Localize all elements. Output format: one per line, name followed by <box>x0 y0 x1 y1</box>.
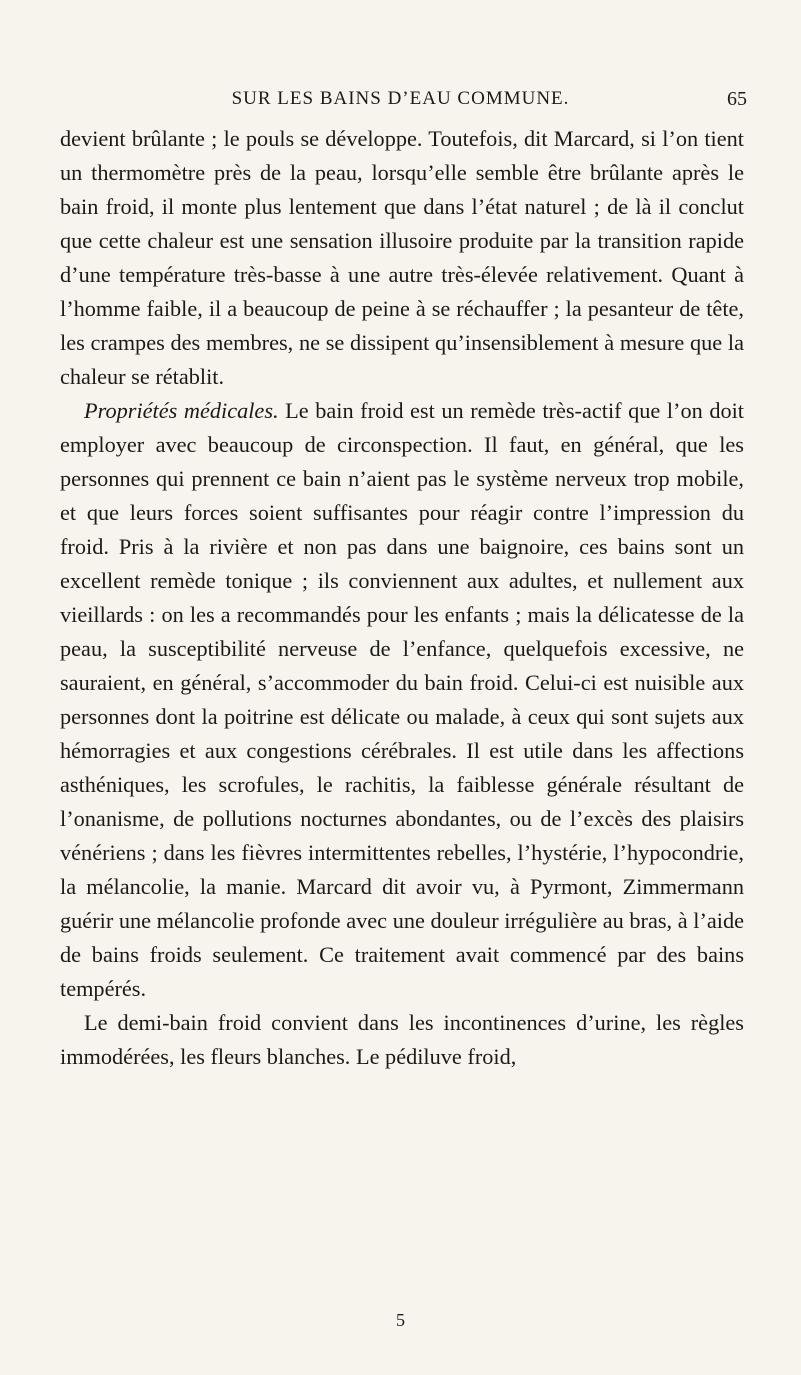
section-lead-italic: Propriétés médicales. <box>84 398 279 423</box>
paragraph-2-text: Le bain froid est un remède très-actif que l’on doit employer avec beaucoup de circonspection. Il faut, en général, que les personnes qui prennent ce bain n’aient pas le système nerveux trop mobile, et que leurs forces soient suffisantes pour réagir contre l’impression du froid. Pris à la rivière et non pas dans une baignoire, ces bains sont un excellent remède tonique ; ils conviennent aux adultes, et nullement aux vieillards : on les a recommandés pour les enfants ; mais la délicatesse de la peau, la susceptibilité nerveuse de l’enfance, quelquefois excessive, ne sauraient, en général, s’accommoder du bain froid. Celui-ci est nuisible aux personnes dont la poitrine est délicate ou malade, à ceux qui sont sujets aux hémorragies et aux congestions cérébrales. Il est utile dans les affections asthéniques, les scrofules, le rachitis, la faiblesse générale résultant de l’onanisme, de pollutions nocturnes abondantes, ou de l’excès des plaisirs vénériens ; dans les fièvres intermittentes rebelles, l’hystérie, l’hypocondrie, la mélancolie, la manie. Marcard dit avoir vu, à Pyrmont, Zimmermann guérir une mélancolie profonde avec une douleur irrégulière au bras, à l’aide de bains froids seulement. Ce traitement avait commencé par des bains tempérés. <box>60 398 745 1001</box>
paragraph-3 <box>60 1006 744 1074</box>
page-header <box>0 88 801 118</box>
paragraph-3-text: Le demi-bain froid convient dans les incontinences d’urine, les règles immodérées, les fleurs blanches. Le pédiluve froid, <box>60 1010 744 1069</box>
printer-signature-mark: 5 <box>396 1310 405 1330</box>
running-title: SUR LES BAINS D’EAU COMMUNE. <box>231 88 570 109</box>
paragraph-2 <box>60 394 744 1006</box>
page-number: 65 <box>727 88 747 110</box>
paragraph-1 <box>60 122 744 394</box>
body-text <box>60 122 744 1074</box>
paragraph-1-text: devient brûlante ; le pouls se développe. Toutefois, dit Marcard, si l’on tient un thermomètre près de la peau, lorsqu’elle semble être brûlante après le bain froid, il monte plus lentement que dans l’état naturel ; de là il conclut que cette chaleur est une sensation illusoire produite par la transition rapide d’une température très-basse à une autre très-élevée relativement. Quant à l’homme faible, il a beaucoup de peine à se réchauffer ; la pesanteur de tête, les crampes des membres, ne se dissipent qu’insensiblement à mesure que la chaleur se rétablit. <box>60 126 744 389</box>
